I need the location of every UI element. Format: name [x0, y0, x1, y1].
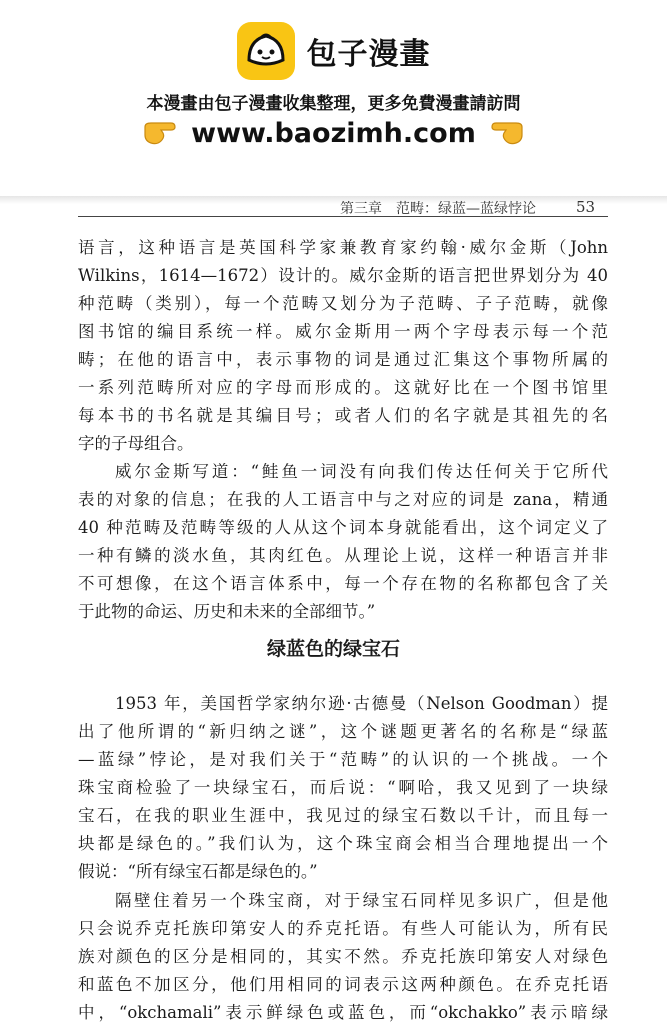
text-line: 珠宝商检验了一块绿宝石，而后说：“啊哈，我又见到了一块绿	[78, 778, 608, 797]
text-line: 图书馆的编目系统一样。威尔金斯用一两个字母表示每一个范	[78, 322, 608, 341]
pointing-left-hand-icon	[490, 119, 526, 147]
baozi-logo-icon	[237, 22, 295, 80]
text-line: 族对颜色的区分是相同的，其实不然。乔克托族印第安人对绿色	[78, 947, 608, 966]
text-line: —蓝绿”悖论，是对我们关于“范畴”的认识的一个挑战。一个	[78, 750, 608, 769]
text-line: 1953 年，美国哲学家纳尔逊·古德曼（Nelson Goodman）提	[115, 694, 608, 713]
text-line: 种范畴（类别），每一个范畴又划分为子范畴、子子范畴，就像	[78, 294, 608, 313]
site-banner	[0, 0, 667, 196]
text-line: 中，“okchamali”表示鲜绿色或蓝色，而“okchakko”表示暗绿	[78, 1003, 608, 1022]
pointing-right-hand-icon	[141, 119, 177, 147]
text-line: 威尔金斯写道：“鲑鱼一词没有向我们传达任何关于它所代	[115, 462, 608, 481]
running-head	[340, 198, 600, 216]
text-line: 一系列范畴所对应的字母而形成的。这就好比在一个图书馆里	[78, 378, 608, 397]
logo-row[interactable]	[0, 20, 667, 82]
text-line: 只会说乔克托族印第安人的乔克托语。有些人可能认为，所有民	[78, 919, 608, 938]
text-line: 假说：“所有绿宝石都是绿色的。”	[78, 862, 318, 881]
brand-name: 包子漫畫	[306, 37, 431, 72]
section-heading: 绿蓝色的绿宝石	[266, 638, 400, 660]
text-line: 一种有鳞的淡水鱼，其肉红色。从理论上说，这样一种语言并非	[78, 546, 608, 565]
text-line: 和蓝色不加区分，他们用相同的词表示这两种颜色。在乔克托语	[78, 975, 608, 994]
text-line: 每本书的书名就是其编目号；或者人们的名字就是其祖先的名	[78, 406, 608, 425]
text-line: 出了他所谓的“新归纳之谜”，这个谜题更著名的名称是“绿蓝	[78, 722, 608, 741]
text-line: 40 种范畴及范畴等级的人从这个词本身就能看出，这个词定义了	[78, 518, 608, 537]
text-line: 宝石，在我的职业生涯中，我见过的绿宝石数以千计，而且每一	[78, 806, 608, 825]
text-line: 字的子母组合。	[78, 434, 194, 453]
text-line: 块都是绿色的。”我们认为，这个珠宝商会相当合理地提出一个	[78, 834, 608, 853]
text-line: 不可想像，在这个语言体系中，每一个存在物的名称都包含了关	[78, 574, 608, 593]
text-line: 表的对象的信息；在我的人工语言中与之对应的词是 zana，精通	[78, 490, 608, 509]
text-line: Wilkins，1614—1672）设计的。威尔金斯的语言把世界划分为 40	[78, 266, 608, 285]
text-line: 隔壁住着另一个珠宝商，对于绿宝石同样见多识广，但是他	[115, 891, 608, 910]
banner-tagline: 本漫畫由包子漫畫收集整理，更多免費漫畫請訪問	[146, 94, 521, 114]
header-rule	[78, 216, 608, 217]
text-line: 语言，这种语言是英国科学家兼教育家约翰·威尔金斯（John	[78, 238, 608, 257]
url-row	[0, 113, 667, 153]
page-number: 53	[576, 198, 596, 216]
text-line: 于此物的命运、历史和未来的全部细节。”	[78, 602, 376, 621]
text-line: 畴；在他的语言中，表示事物的词是通过汇集这个事物所属的	[78, 350, 608, 369]
chapter-title: 第三章 范畴：绿蓝—蓝绿悖论	[340, 201, 536, 216]
site-url-link[interactable]: www.baozimh.com	[191, 117, 476, 149]
